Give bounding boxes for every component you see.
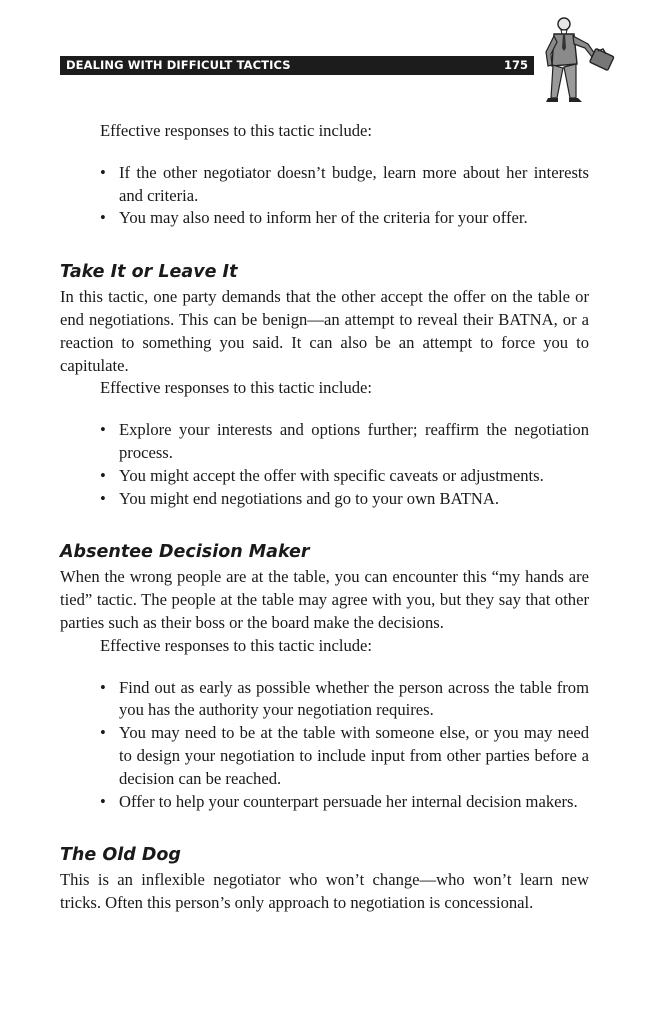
bullet-marker: • — [100, 162, 106, 182]
list-item — [60, 465, 589, 488]
businessman-with-briefcase-icon — [540, 14, 620, 110]
list-item — [60, 677, 589, 723]
bullet-marker: • — [100, 723, 106, 743]
bullet-marker: • — [100, 420, 106, 440]
list-item-text: You might accept the offer with specific caveats or adjustments. — [119, 465, 544, 485]
list-item-text: Find out as early as possible whether the person across the table from you has the authority your negotiation requires. — [119, 677, 589, 720]
list-item — [60, 207, 589, 230]
list-item — [60, 162, 589, 208]
responses-intro: Effective responses to this tactic include: — [100, 121, 373, 140]
list-item-text: You may need to be at the table with someone else, or you may need to design your negotiation to include input from other parties before a decision can be reached. — [119, 723, 589, 788]
bullet-list — [60, 419, 589, 510]
bullet-marker: • — [100, 208, 106, 228]
bullet-marker: • — [100, 677, 106, 697]
list-item — [60, 488, 589, 511]
bullet-marker: • — [100, 791, 106, 811]
list-item-text: Offer to help your counterpart persuade her internal decision makers. — [119, 791, 578, 811]
responses-intro: Effective responses to this tactic include: — [100, 635, 373, 655]
body-paragraph: This is an inflexible negotiator who won’t change—who won’t learn new tricks. Often this person’s only approach to negotiation is concessional. — [60, 870, 589, 913]
section-heading: The Old Dog — [60, 845, 181, 866]
running-header — [60, 56, 534, 75]
list-item — [60, 722, 589, 790]
running-header-title: DEALING WITH DIFFICULT TACTICS — [66, 58, 291, 72]
body-paragraph: In this tactic, one party demands that the other accept the offer on the table or end negotiations. This can be benign—an attempt to reveal their BATNA, or a reaction to something you said. It can also be an attempt to force you to capitulate. — [60, 287, 589, 375]
section-heading: Take It or Leave It — [60, 262, 238, 283]
list-item-text: If the other negotiator doesn’t budge, learn more about her interests and criteria. — [119, 162, 589, 205]
bullet-marker: • — [100, 465, 106, 485]
list-item-text: You may also need to inform her of the criteria for your offer. — [119, 208, 528, 228]
bullet-list — [60, 677, 589, 814]
list-item-text: You might end negotiations and go to your own BATNA. — [119, 488, 499, 508]
bullet-list — [60, 162, 589, 230]
list-item — [60, 791, 589, 814]
page-body — [60, 120, 589, 915]
section-heading: Absentee Decision Maker — [60, 542, 310, 563]
body-paragraph: When the wrong people are at the table, you can encounter this “my hands are tied” tactic. The people at the table may agree with you, but they say that other parties such as their boss or the board make the decisions. — [60, 567, 589, 632]
responses-intro: Effective responses to this tactic include: — [100, 378, 373, 398]
page-number: 175 — [503, 58, 528, 72]
list-item-text: Explore your interests and options further; reaffirm the negotiation process. — [119, 420, 589, 462]
bullet-marker: • — [100, 488, 106, 508]
list-item — [60, 419, 589, 465]
